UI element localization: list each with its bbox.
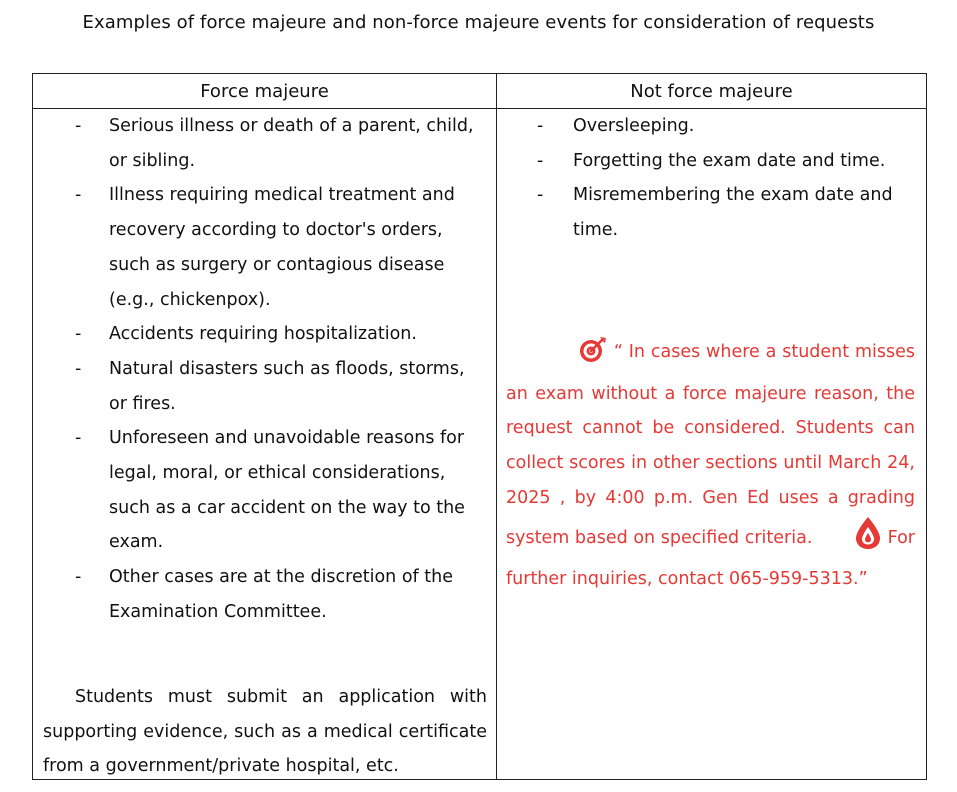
list-item-text: Illness requiring medical treatment and recovery according to doctor's orders, such as surgery or contagious disease (e.g., chickenpox). (109, 185, 455, 310)
not-force-majeure-list (497, 109, 926, 248)
list-item (33, 352, 496, 421)
list-item (33, 178, 496, 317)
list-item-text: Natural disasters such as floods, storms, or fires. (109, 358, 465, 414)
notice-text-part2: For further inquiries, contact 065-959-5313.” (506, 527, 915, 590)
bullet-dash: - (75, 358, 82, 379)
list-item-text: Serious illness or death of a parent, child, or sibling. (109, 116, 474, 171)
list-item-text: Misremembering the exam date and time. (573, 185, 893, 241)
list-item-text: Accidents requiring hospitalization. (109, 324, 417, 345)
exam-notice (506, 335, 915, 597)
document-title: Examples of force majeure and non-force majeure events for consideration of requests (82, 12, 875, 33)
bullet-dash: - (75, 116, 82, 136)
header-not-force-majeure: Not force majeure (497, 74, 927, 109)
force-majeure-cell (33, 109, 497, 780)
force-majeure-list (33, 109, 496, 630)
list-item (33, 109, 496, 178)
bullet-dash: - (75, 567, 82, 588)
list-item (497, 109, 926, 144)
list-item-text: Forgetting the exam date and time. (573, 150, 886, 171)
bullet-dash: - (537, 116, 544, 136)
list-item-text: Other cases are at the discretion of the Examination Committee. (109, 567, 453, 622)
bullet-dash: - (75, 324, 82, 345)
bullet-dash: - (537, 150, 544, 171)
list-item (33, 560, 496, 629)
target-icon (542, 336, 608, 377)
events-table (32, 73, 927, 780)
bullet-dash: - (75, 428, 82, 449)
notice-text-part1: “ In cases where a student misses an exam without a force majeure reason, the request cannot be considered. Students can collect scores in other sections until March 24, 2025 , by 4:00 p.m. Gen Ed uses a grading system based on specified criteria. (506, 342, 915, 548)
blood-drop-icon (818, 516, 882, 563)
bullet-dash: - (75, 185, 82, 206)
evidence-note: Students must submit an application with supporting evidence, such as a medical certificate from a government/private hospital, etc. (43, 687, 487, 777)
list-item (33, 317, 496, 352)
list-item (497, 144, 926, 179)
not-force-majeure-cell (497, 109, 927, 780)
list-item-text: Unforeseen and unavoidable reasons for legal, moral, or ethical considerations, such as a car accident on the way to the exam. (109, 428, 465, 553)
bullet-dash: - (537, 185, 544, 206)
list-item-text: Oversleeping. (573, 116, 695, 136)
list-item (33, 421, 496, 560)
list-item (497, 178, 926, 247)
header-force-majeure: Force majeure (33, 74, 497, 109)
